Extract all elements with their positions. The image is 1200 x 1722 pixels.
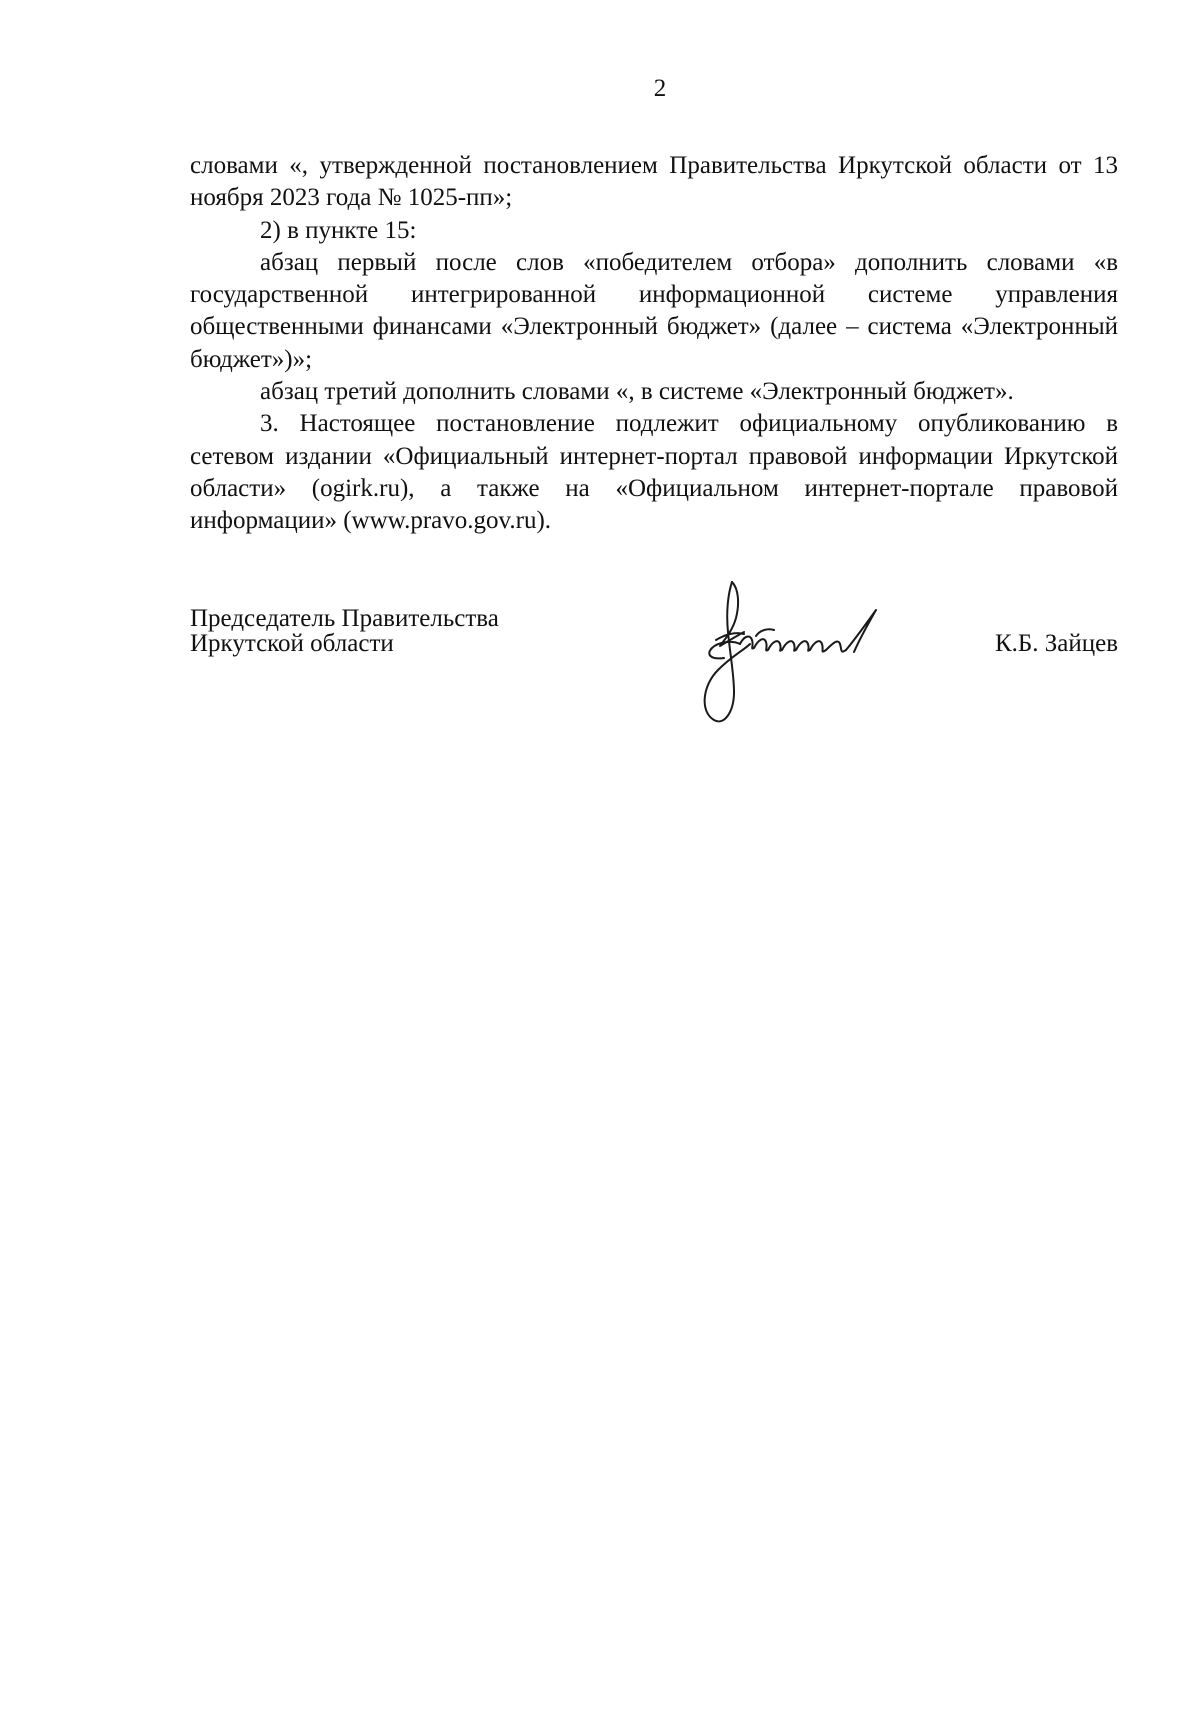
paragraph-item-3: 3. Настоящее постановление подлежит официальному опубликованию в сетевом издании «Официальный интернет-портал правовой информации Иркутской области» (ogirk.ru), а также на «Официальном интернет-портале правовой информации» (www.pravo.gov.ru).: [190, 410, 1118, 535]
document-body: [190, 150, 1118, 538]
signer-title: [190, 606, 499, 656]
signer-name: К.Б. Зайцев: [994, 630, 1118, 657]
paragraph-continuation: словами «, утвержденной постановлением Правительства Иркутской области от 13 ноября 2023 года № 1025-пп»;: [190, 152, 1118, 212]
paragraph-first-abzac: абзац первый после слов «победителем отбора» дополнить словами «в государственной интегрированной информационной системе управления общественными финансами «Электронный бюджет» (далее – система «Электронный бюджет»)»;: [190, 248, 1118, 373]
signer-title-line-2: Иркутской области: [190, 630, 394, 657]
handwritten-signature: [670, 574, 900, 734]
signature-block: [190, 606, 1118, 736]
paragraph-subitem-2: 2) в пункте 15:: [260, 216, 417, 244]
paragraph-third-abzac: абзац третий дополнить словами «, в системе «Электронный бюджет».: [260, 378, 1014, 406]
signer-title-line-1: Председатель Правительства: [190, 605, 499, 632]
page-number: 2: [653, 75, 667, 102]
